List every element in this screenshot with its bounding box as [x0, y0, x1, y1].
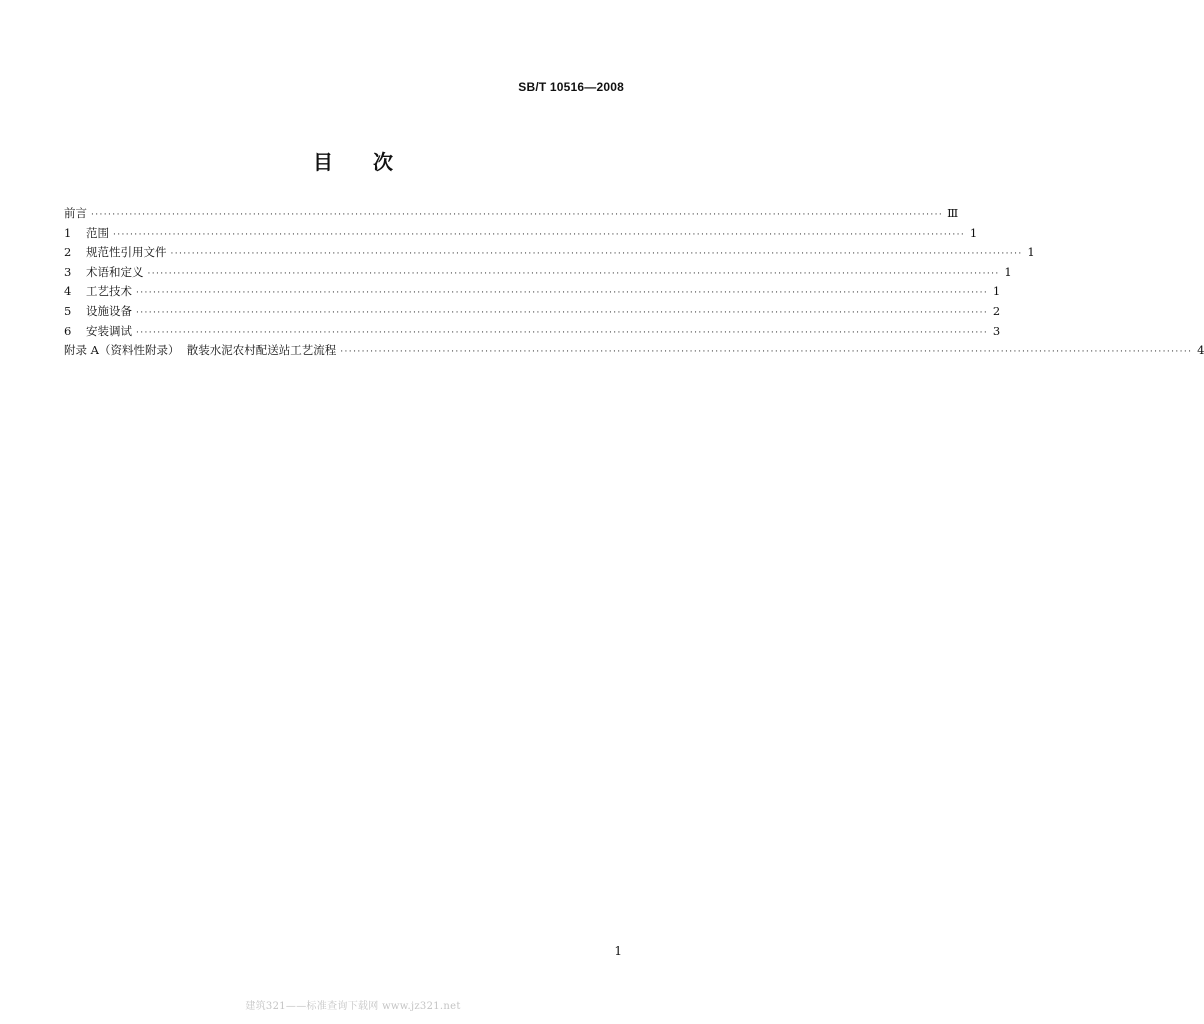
toc-entry-number: 1: [64, 225, 72, 240]
toc-entry[interactable]: [64, 205, 959, 225]
dot-leader: ········································································································································································································: [340, 347, 1193, 358]
page-number: 1: [614, 944, 622, 958]
dot-leader: ········································································································································································································: [136, 327, 989, 338]
toc-entry-page: 3: [992, 323, 1001, 338]
toc-entry-number: 4: [64, 284, 72, 299]
dot-leader: ········································································································································································································: [91, 210, 944, 220]
toc-entry-page: 1: [1027, 245, 1035, 260]
toc-list: [64, 205, 1204, 362]
dot-leader: ········································································································································································································: [136, 307, 989, 318]
toc-entry-number: 5: [64, 303, 72, 318]
page-title: [0, 146, 706, 175]
toc-entry[interactable]: [64, 323, 1001, 343]
toc-entry-page: 4: [1197, 343, 1204, 358]
toc-entry-number: 2: [64, 245, 72, 260]
toc-entry-page: 1: [969, 225, 978, 240]
watermark-text: 建筑321——标准查询下载网 www.jz321.net: [245, 1001, 461, 1012]
toc-entry-label: 范围: [86, 225, 109, 240]
toc-entry[interactable]: [64, 342, 1204, 362]
toc-entry-page: 1: [1004, 264, 1012, 279]
toc-entry-label: 设施设备: [86, 303, 132, 318]
toc-entry-label: 术语和定义: [86, 264, 144, 279]
toc-entry[interactable]: [64, 264, 1012, 284]
dot-leader: ········································································································································································································: [113, 229, 966, 240]
toc-entry[interactable]: [64, 283, 1001, 303]
standard-code: SB/T 10516—2008: [518, 80, 624, 94]
dot-leader: ········································································································································································································: [136, 288, 989, 299]
toc-entry[interactable]: [64, 303, 1001, 323]
toc-entry-number: 6: [64, 323, 72, 338]
toc-entry-page: 2: [992, 303, 1001, 318]
toc-entry-page: Ⅲ: [947, 206, 959, 220]
toc-entry-label: 规范性引用文件: [86, 245, 167, 260]
toc-entry-label: 安装调试: [86, 323, 132, 338]
toc-entry-number: 3: [64, 264, 72, 279]
toc-entry-label: 工艺技术: [86, 284, 132, 299]
toc-entry-page: 1: [992, 284, 1001, 299]
toc-entry-label: 附录 A（资料性附录） 散装水泥农村配送站工艺流程: [64, 343, 337, 358]
dot-leader: ········································································································································································································: [170, 249, 1023, 260]
dot-leader: ········································································································································································································: [147, 268, 1000, 279]
page-title-char: 目: [313, 150, 333, 174]
toc-entry[interactable]: [64, 225, 978, 245]
toc-entry-label: 前言: [64, 206, 87, 220]
toc-entry[interactable]: [64, 244, 1035, 264]
page-title-char: 次: [373, 150, 393, 174]
